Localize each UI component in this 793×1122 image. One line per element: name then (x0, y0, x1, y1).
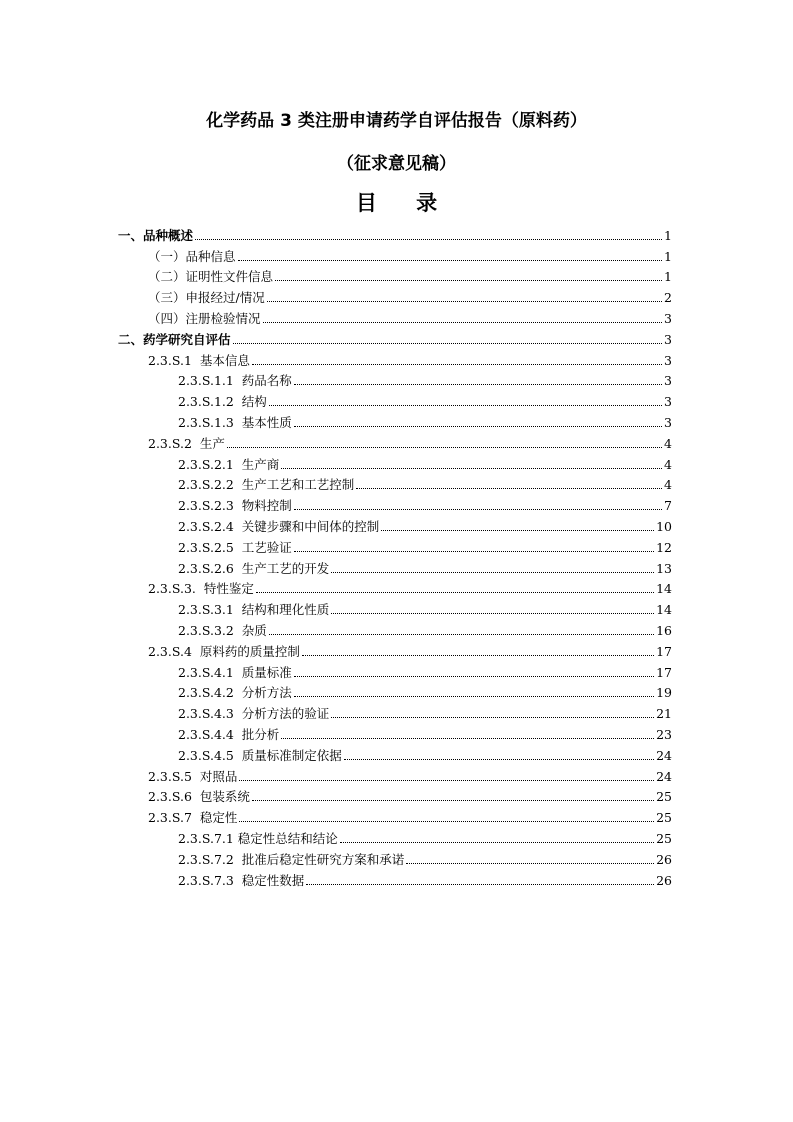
toc-entry-label: 2.3.S.4.1 质量标准 (178, 664, 292, 680)
toc-entry-page-number: 7 (664, 498, 672, 514)
toc-entry[interactable] (178, 555, 672, 576)
toc-entry-page-number: 26 (656, 851, 672, 867)
toc-entry-page-number: 3 (664, 373, 672, 389)
toc-entry-label: 2.3.S.3.1 结构和理化性质 (178, 602, 330, 618)
toc-entry[interactable] (178, 472, 672, 493)
toc-dot-leader (252, 364, 662, 365)
toc-entry-label: （四）注册检验情况 (148, 310, 261, 326)
toc-entry-label: 2.3.S.2 生产 (148, 435, 225, 451)
toc-entry-label: 2.3.S.7.3 稳定性数据 (178, 872, 305, 888)
toc-entry-page-number: 19 (656, 685, 672, 701)
toc-entry-page-number: 26 (656, 872, 672, 888)
toc-entry-page-number: 25 (656, 789, 672, 805)
toc-entry-page-number: 17 (656, 664, 672, 680)
toc-dot-leader (294, 551, 654, 552)
toc-dot-leader (294, 509, 662, 510)
toc-heading: 目 录 (355, 191, 454, 215)
toc-entry-page-number: 25 (656, 810, 672, 826)
toc-entry-page-number: 14 (656, 581, 672, 597)
toc-entry[interactable] (178, 680, 672, 701)
toc-entry[interactable] (148, 576, 672, 597)
toc-entry-page-number: 4 (664, 456, 672, 472)
toc-entry[interactable] (178, 596, 672, 617)
toc-dot-leader (269, 634, 654, 635)
toc-entry-page-number: 25 (656, 830, 672, 846)
toc-dot-leader (340, 842, 654, 843)
toc-dot-leader (281, 738, 654, 739)
toc-entry-page-number: 23 (656, 726, 672, 742)
toc-entry-page-number: 2 (664, 290, 672, 306)
toc-entry-label: 2.3.S.1.3 基本性质 (178, 414, 292, 430)
toc-entry-label: 2.3.S.1.2 结构 (178, 394, 267, 410)
toc-entry-page-number: 12 (656, 539, 672, 555)
toc-dot-leader (263, 322, 663, 323)
toc-dot-leader (195, 239, 662, 240)
toc-entry-label: 2.3.S.2.1 生产商 (178, 456, 280, 472)
toc-entry-page-number: 3 (664, 414, 672, 430)
toc-entry[interactable] (148, 347, 672, 368)
toc-dot-leader (406, 863, 654, 864)
toc-entry-label: （一）品种信息 (148, 248, 236, 264)
toc-entry[interactable] (178, 846, 672, 867)
toc-entry-label: 2.3.S.2.2 生产工艺和工艺控制 (178, 477, 355, 493)
toc-dot-leader (331, 572, 654, 573)
toc-entry-label: 2.3.S.2.5 工艺验证 (178, 539, 292, 555)
toc-dot-leader (294, 676, 654, 677)
toc-entry-label: 2.3.S.1 基本信息 (148, 352, 250, 368)
document-title: 化学药品 3 类注册申请药学自评估报告（原料药） (206, 111, 587, 131)
toc-dot-leader (239, 821, 654, 822)
toc-dot-leader (256, 592, 654, 593)
toc-entry[interactable] (178, 721, 672, 742)
toc-entry-label: 一、品种概述 (118, 227, 194, 243)
toc-entry[interactable] (178, 451, 672, 472)
toc-entry-label: （二）证明性文件信息 (148, 269, 274, 285)
toc-entry-page-number: 10 (656, 518, 672, 534)
toc-entry-label: 2.3.S.3.2 杂质 (178, 622, 267, 638)
toc-entry-label: 2.3.S.4 原料药的质量控制 (148, 643, 300, 659)
toc-dot-leader (331, 613, 654, 614)
toc-entry[interactable] (148, 284, 672, 305)
toc-entry[interactable] (118, 326, 672, 347)
toc-entry-page-number: 21 (656, 706, 672, 722)
toc-dot-leader (356, 488, 662, 489)
toc-entry-page-number: 14 (656, 602, 672, 618)
toc-dot-leader (252, 800, 654, 801)
toc-entry[interactable] (148, 264, 672, 285)
toc-entry-page-number: 3 (664, 331, 672, 347)
toc-entry-page-number: 16 (656, 622, 672, 638)
toc-dot-leader (233, 343, 663, 344)
toc-dot-leader (381, 530, 654, 531)
toc-entry[interactable] (148, 430, 672, 451)
toc-entry[interactable] (178, 388, 672, 409)
toc-dot-leader (306, 884, 654, 885)
toc-entry-page-number: 13 (656, 560, 672, 576)
toc-entry[interactable] (148, 784, 672, 805)
toc-dot-leader (294, 696, 654, 697)
toc-entry-page-number: 4 (664, 435, 672, 451)
toc-entry-label: 二、药学研究自评估 (118, 331, 231, 347)
toc-entry-label: 2.3.S.1.1 药品名称 (178, 373, 292, 389)
toc-entry-label: 2.3.S.6 包装系统 (148, 789, 250, 805)
toc-entry-label: 2.3.S.4.3 分析方法的验证 (178, 706, 330, 722)
toc-entry-label: （三）申报经过/情况 (148, 290, 265, 306)
toc-dot-leader (269, 405, 662, 406)
toc-entry[interactable] (178, 409, 672, 430)
toc-entry-label: 2.3.S.7.2 批准后稳定性研究方案和承诺 (178, 851, 405, 867)
toc-entry-page-number: 3 (664, 310, 672, 326)
toc-entry-label: 2.3.S.7 稳定性 (148, 810, 238, 826)
toc-dot-leader (344, 759, 654, 760)
toc-entry[interactable] (178, 659, 672, 680)
toc-entry-page-number: 1 (664, 248, 672, 264)
toc-entry[interactable] (148, 638, 672, 659)
toc-entry-page-number: 24 (656, 768, 672, 784)
toc-entry-label: 2.3.S.4.4 批分析 (178, 726, 280, 742)
toc-entry-page-number: 3 (664, 394, 672, 410)
toc-entry[interactable] (148, 305, 672, 326)
toc-entry-page-number: 1 (664, 227, 672, 243)
toc-entry[interactable] (178, 825, 672, 846)
toc-dot-leader (281, 468, 662, 469)
toc-dot-leader (227, 447, 662, 448)
toc-dot-leader (275, 280, 662, 281)
toc-entry-page-number: 4 (664, 477, 672, 493)
toc-entry[interactable] (178, 368, 672, 389)
toc-entry[interactable] (178, 492, 672, 513)
toc-entry-label: 2.3.S.2.4 关键步骤和中间体的控制 (178, 518, 380, 534)
toc-entry[interactable] (178, 513, 672, 534)
document-subtitle: （征求意见稿） (337, 154, 456, 174)
toc-dot-leader (302, 655, 654, 656)
toc-entry-label: 2.3.S.3. 特性鉴定 (148, 581, 254, 597)
toc-entry[interactable] (178, 617, 672, 638)
toc-dot-leader (294, 384, 662, 385)
toc-entry[interactable] (118, 222, 672, 243)
toc-entry-label: 2.3.S.5 对照品 (148, 768, 238, 784)
toc-entry-label: 2.3.S.2.6 生产工艺的开发 (178, 560, 330, 576)
toc-entry-page-number: 3 (664, 352, 672, 368)
toc-entry[interactable] (178, 867, 672, 888)
toc-entry[interactable] (178, 534, 672, 555)
toc-entry[interactable] (178, 700, 672, 721)
toc-dot-leader (239, 780, 654, 781)
toc-entry[interactable] (178, 742, 672, 763)
table-of-contents (0, 222, 793, 888)
toc-entry-label: 2.3.S.4.5 质量标准制定依据 (178, 747, 342, 763)
toc-entry[interactable] (148, 804, 672, 825)
toc-dot-leader (331, 717, 654, 718)
toc-entry[interactable] (148, 763, 672, 784)
toc-dot-leader (294, 426, 662, 427)
toc-entry-label: 2.3.S.4.2 分析方法 (178, 685, 292, 701)
toc-entry-page-number: 17 (656, 643, 672, 659)
toc-dot-leader (238, 260, 663, 261)
toc-entry-label: 2.3.S.7.1 稳定性总结和结论 (178, 830, 338, 846)
toc-dot-leader (267, 301, 662, 302)
toc-entry-page-number: 1 (664, 269, 672, 285)
toc-entry-label: 2.3.S.2.3 物料控制 (178, 498, 292, 514)
toc-entry[interactable] (148, 243, 672, 264)
toc-entry-page-number: 24 (656, 747, 672, 763)
